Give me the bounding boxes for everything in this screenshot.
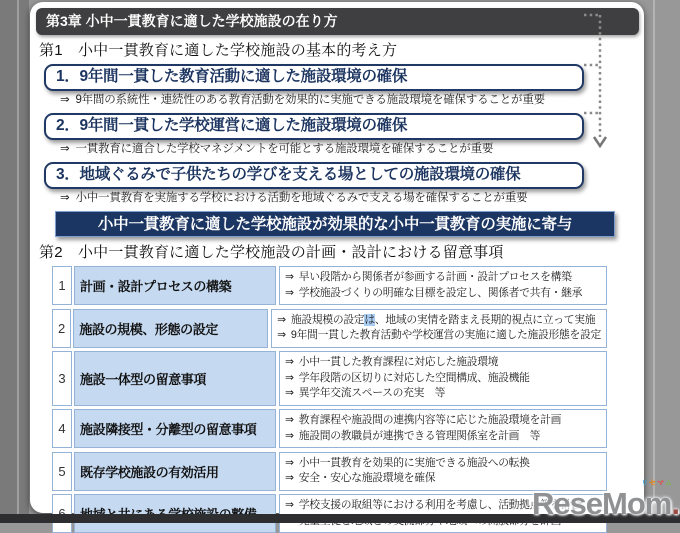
- section1-title: 第1 小中一貫教育に適した学校施設の基本的考え方: [39, 42, 398, 59]
- arrow-glyph: ⇒: [277, 329, 286, 341]
- point-text: 、地域の実情を踏まえ長期的視点に立って実施: [374, 313, 596, 326]
- principle-box-3: [44, 162, 584, 189]
- point-text: 学校支援の取組等における利用を考慮し、活動拠点等を計画: [298, 499, 583, 511]
- arrow-glyph: ⇒: [60, 192, 70, 204]
- arrow-glyph: ⇒: [285, 271, 294, 283]
- arrow-glyph: ⇒: [285, 429, 294, 442]
- table-row-4: [52, 409, 607, 448]
- ruby-char: ム: [665, 480, 673, 487]
- row-label: 既存学校施設の有効活用: [74, 452, 276, 491]
- row-points: [279, 409, 607, 448]
- principle-box-1: [44, 64, 584, 91]
- point-text: 教育課程や施設間の連携内容等に応じた施設環境を計画: [298, 414, 562, 426]
- arrow-glyph: ⇒: [60, 143, 70, 155]
- arrow-glyph: ⇒: [285, 472, 294, 484]
- chapter-header-bar: [36, 8, 639, 35]
- left-fold-line: [17, 0, 19, 523]
- row-points: [271, 309, 607, 348]
- point-text: 小中一貫した教育課程に対応した施設環境: [298, 356, 499, 368]
- principle-note-text: 9年間の系統性・連続性のある教育活動を効果的に実施できる施設環境を確保することが重要: [75, 94, 545, 106]
- ruby-char: マ: [657, 480, 665, 487]
- principle-note-text: 一貫教育に適合した学校マネジメントを可能とする施設環境を確保することが重要: [75, 143, 494, 155]
- row-point-line: [285, 456, 601, 472]
- row-points: [279, 266, 607, 305]
- row-label: 計画・設計プロセスの構築: [74, 266, 276, 305]
- principle-title: 3．地域ぐるみで子供たちの学びを支える場としての施設環境の確保: [56, 166, 521, 183]
- point-text: 早い段階から関係者が参画する計画・設計プロセスを構築: [298, 271, 572, 283]
- page-left-margin: [0, 0, 29, 523]
- row-label: 施設の規模、形態の設定: [73, 309, 268, 348]
- row-point-line: [285, 429, 601, 445]
- principle-note-text: 小中一貫教育を実施する学校における活動を地域ぐるみで支える場を確保することが重要: [75, 192, 528, 204]
- section2-title: 第2 小中一貫教育に適した学校施設の計画・設計における留意事項: [39, 244, 504, 261]
- point-text: 学年段階の区切りに対応した空間構成、施設機能: [298, 371, 530, 384]
- considerations-table: [52, 266, 607, 533]
- resemom-logo-text: ReseMom.: [531, 486, 679, 521]
- arrow-glyph: ⇒: [285, 371, 294, 384]
- principle-title: 2．9年間一貫した学校運営に適した施設環境の確保: [56, 117, 408, 134]
- document-card: [30, 2, 644, 513]
- row-points: [279, 351, 607, 406]
- principle-box-2: [44, 113, 584, 140]
- point-text: 安全・安心な施設環境を確保: [298, 472, 436, 484]
- highlighted-text: は: [364, 313, 375, 326]
- chapter-header-text: 第3章 小中一貫教育に適した学校施設の在り方: [46, 13, 338, 29]
- arrow-glyph: ⇒: [285, 356, 294, 368]
- table-row-1: [52, 266, 607, 305]
- row-label: 施設一体型の留意事項: [74, 351, 276, 406]
- row-point-line: [285, 355, 601, 371]
- principles-list: [30, 64, 644, 206]
- row-point-line: [285, 371, 601, 387]
- ruby-char: リ: [641, 480, 649, 487]
- row-point-line: [285, 471, 601, 487]
- row-point-line: [285, 386, 601, 402]
- bottom-bar: [0, 514, 680, 523]
- arrow-glyph: ⇒: [60, 94, 70, 106]
- table-row-3: [52, 351, 607, 406]
- row-label: 施設隣接型・分離型の留意事項: [74, 409, 276, 448]
- table-row-2: [52, 309, 607, 348]
- row-number: 4: [52, 409, 72, 448]
- row-points: [279, 452, 607, 491]
- row-point-line: [285, 286, 601, 302]
- arrow-glyph: ⇒: [277, 313, 286, 326]
- principle-note: [60, 142, 644, 157]
- row-point-line: [277, 313, 601, 329]
- row-point-line: [285, 413, 601, 429]
- point-text: 異学年交流スペースの充実 等: [298, 387, 446, 399]
- arrow-glyph: ⇒: [285, 286, 294, 299]
- arrow-glyph: ⇒: [285, 387, 294, 399]
- point-text: 9年間一貫した教育活動や学校運営の実施に適した施設形態を設定: [290, 329, 601, 341]
- row-point-line: [285, 270, 601, 286]
- principle-note: [60, 191, 644, 206]
- point-text: 小中一貫教育を効果的に実施できる施設への転換: [298, 456, 530, 469]
- point-text: 施設規模の設定: [290, 313, 365, 326]
- point-text: 学校施設づくりの明確な目標を設定し、関係者で共有・継承: [298, 286, 583, 299]
- principle-note: [60, 93, 644, 108]
- arrow-glyph: ⇒: [285, 414, 294, 426]
- conclusion-banner: 小中一貫教育に適した学校施設が効果的な小中一貫教育の実施に寄与: [55, 211, 615, 237]
- table-row-5: [52, 452, 607, 491]
- arrow-glyph: ⇒: [285, 499, 294, 511]
- principle-title: 1．9年間一貫した教育活動に適した施設環境の確保: [56, 68, 408, 85]
- row-point-line: [285, 498, 601, 514]
- row-point-line: [277, 328, 601, 344]
- ruby-char: セ: [649, 480, 657, 487]
- arrow-glyph: ⇒: [285, 456, 294, 469]
- row-number: 3: [52, 351, 72, 406]
- right-fold-line: [653, 0, 655, 523]
- row-number: 5: [52, 452, 72, 491]
- point-text: 施設間の教職員が連携できる管理関係室を計画 等: [298, 429, 541, 442]
- row-number: 2: [52, 309, 71, 348]
- row-number: 1: [52, 266, 72, 305]
